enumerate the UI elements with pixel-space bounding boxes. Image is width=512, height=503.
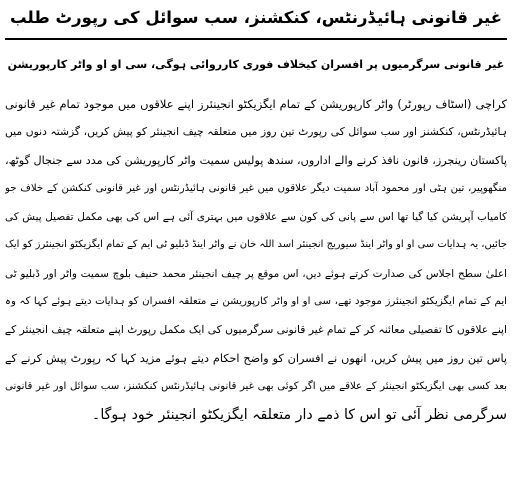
body-line: ہائیڈرنٹس، کنکشنز اور سب سوائل کی رپورٹ تین روز میں متعلقہ چیف انجینئر کو پیش کریں، گزشتہ دنوں میں [5, 125, 507, 139]
body-line: جائیں، یہ ہدایات سی او او واٹر اینڈ سیوریج انجینئر اسد اللہ خان نے واٹر اینڈ ڈبلیو ٹی ایم کے تمام ایگزیکٹو انجینئرز کو ایک [5, 239, 507, 251]
body-line: کراچی (اسٹاف رپورٹر) واٹر کارپوریشن کے تمام ایگزیکٹو انجینئرز اپنے علاقوں میں موجود تمام غیر قانونی [5, 97, 507, 111]
body-line: سرگرمی نظر آئی تو اس کا ذمے دار متعلقہ ایگزیکٹو انجینئر خود ہوگا۔ [92, 407, 507, 424]
headline: غیر قانونی ہائیڈرنٹس، کنکشنز، سب سوائل کی رپورٹ طلب [10, 8, 502, 27]
body-line: اپنے علاقوں کا تفصیلی معائنہ کر کے تمام غیر قانونی سرگرمیوں کی ایک مکمل رپورٹ اپنے متعلقہ چیف انجینئر کے [5, 323, 507, 337]
body-line: اعلیٰ سطح اجلاس کی صدارت کرتے ہوئے دیں، اس موقع پر چیف انجینئر محمد حنیف بلوچ سمیت واٹر اور ڈبلیو ٹی [5, 267, 507, 280]
article-body [5, 90, 507, 430]
body-line: بعد کسی بھی ایگزیکٹو انجینئر کے علاقے میں اگر کوئی بھی غیر قانونی ہائیڈرنٹس کنکشنز، سب سوائل اور غیر قانونی [5, 380, 507, 392]
body-line: پاکستان رینجرز، قانون نافذ کرنے والے اداروں، سندھ پولیس سمیت واٹر کارپوریشن کی مدد سے جنجال گوٹھ، [5, 153, 507, 167]
body-line: پاس تین روز میں پیش کریں، انھوں نے افسران کو واضح احکام دیتے ہوئے مزید کہا کہ رپورٹ پیش کرنے کے [5, 351, 507, 365]
news-article [5, 4, 507, 430]
subheadline: غیر قانونی سرگرمیوں پر افسران کیخلاف فوری کارروائی ہوگی، سی او او واٹر کارپوریشن [7, 58, 505, 71]
body-line: کامیاب آپریشن کیا گیا تھا اس سے پانی کی کون سے علاقوں میں بہتری آئی ہے اس کی بھی مکمل تفصیل پیش کی [5, 211, 507, 224]
body-line: منگھوپیر، تین ہٹی اور محمود آباد سمیت دیگر علاقوں میں غیر قانونی ہائیڈرنٹس اور غیر قانونی کنکشن کے خلاف جو [5, 182, 507, 194]
headline-divider [5, 38, 507, 40]
body-line: ایم کے تمام ایگزیکٹو انجینئرز موجود تھے، سی او او واٹر کارپوریشن نے متعلقہ افسران کو ہدایات دیتے ہوئے کہا کہ وہ [5, 296, 507, 308]
